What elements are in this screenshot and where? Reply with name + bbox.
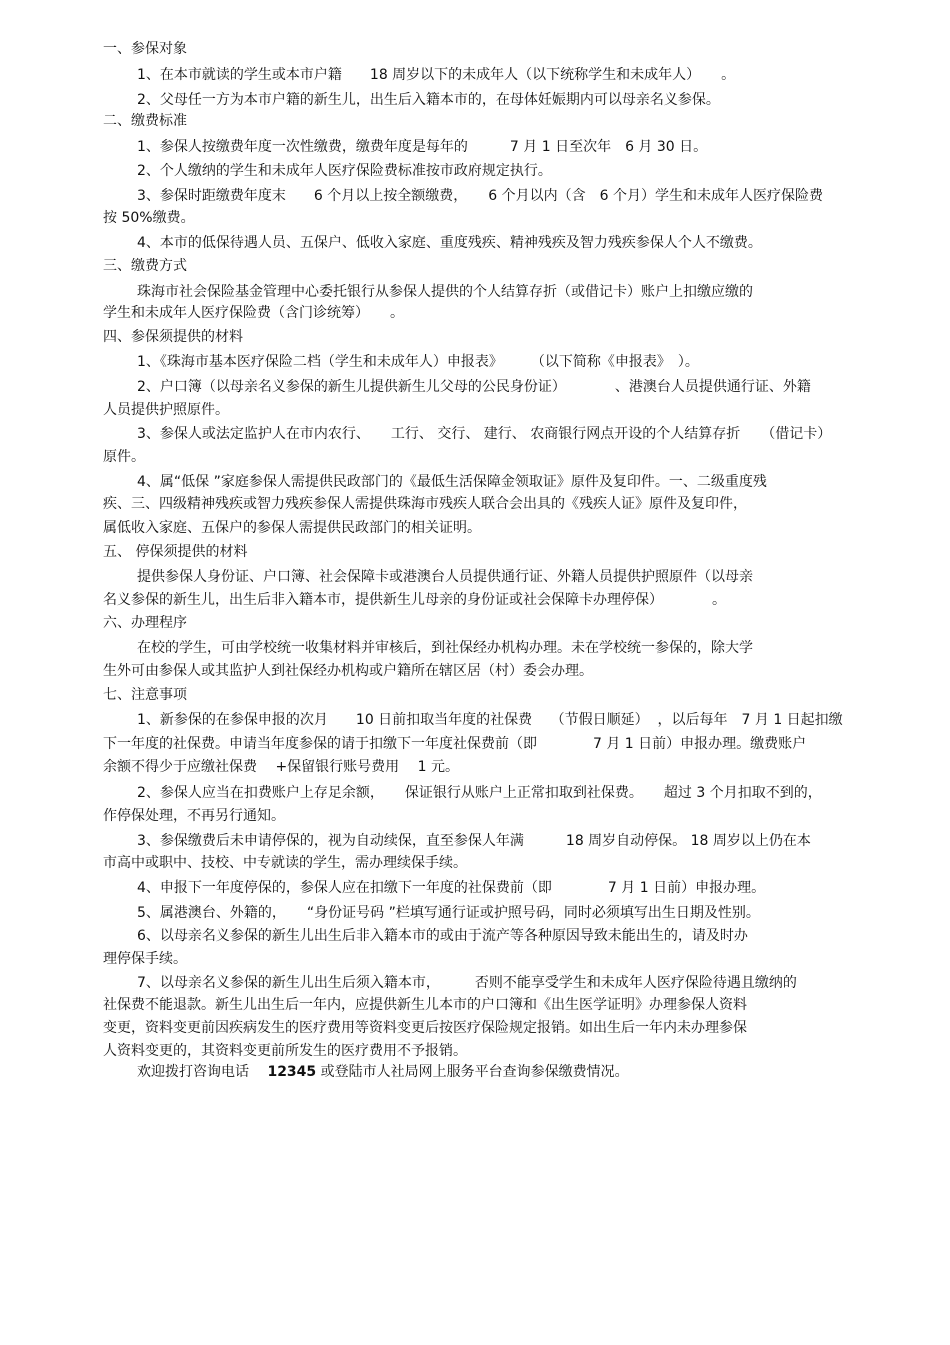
section-4-item-2-cont: 人员提供护照原件。 xyxy=(103,402,229,418)
section-2-title: 二、缴费标准 xyxy=(103,113,187,129)
section-7-item-7-cont-3: 人资料变更的，其资料变更前所发生的医疗费用不予报销。 xyxy=(103,1043,467,1059)
section-3-title: 三、缴费方式 xyxy=(103,258,187,274)
section-6-para-1-cont: 生外可由参保人或其监护人到社保经办机构或户籍所在辖区居（村）委会办理。 xyxy=(103,663,593,679)
section-4-item-4: 4、属“低保 ”家庭参保人需提供民政部门的《最低生活保障金领取证》原件及复印件。一、二级重度残 xyxy=(137,474,767,490)
section-4-title: 四、参保须提供的材料 xyxy=(103,329,243,345)
section-2-item-3: 3、参保时距缴费年度末 6 个月以上按全额缴费， 6 个月以内（含 6 个月）学生和未成年人医疗保险费 xyxy=(137,188,823,204)
section-7-item-6-cont: 理停保手续。 xyxy=(103,951,187,967)
section-2-item-2: 2、个人缴纳的学生和未成年人医疗保险费标准按市政府规定执行。 xyxy=(137,163,552,179)
section-2-item-4: 4、本市的低保待遇人员、五保户、低收入家庭、重度残疾、精神残疾及智力残疾参保人个人不缴费。 xyxy=(137,235,762,251)
section-7-item-1: 1、新参保的在参保申报的次月 10 日前扣取当年度的社保费 （节假日顺延） ，以后每年 7 月 1 日起扣缴 xyxy=(137,712,843,728)
section-6-title: 六、办理程序 xyxy=(103,615,187,631)
section-3-para-1-cont: 学生和未成年人医疗保险费（含门诊统筹） 。 xyxy=(103,305,404,321)
section-7-item-3: 3、参保缴费后未申请停保的，视为自动续保，直至参保人年满 18 周岁自动停保。 18 周岁以上仍在本 xyxy=(137,833,811,849)
section-4-item-4-cont-1: 疾、三、四级精神残疾或智力残疾参保人需提供珠海市残疾人联合会出具的《残疾人证》原件及复印件， xyxy=(103,496,747,512)
section-2-item-1: 1、参保人按缴费年度一次性缴费，缴费年度是每年的 7 月 1 日至次年 6 月 30 日。 xyxy=(137,139,708,155)
section-4-item-4-cont-2: 属低收入家庭、五保户的参保人需提供民政部门的相关证明。 xyxy=(103,520,481,536)
section-7-item-1-cont-1: 下一年度的社保费。申请当年度参保的请于扣缴下一年度社保费前（即 7 月 1 日前）申报办理。缴费账户 xyxy=(103,736,807,752)
section-4-item-2: 2、户口簿（以母亲名义参保的新生儿提供新生儿父母的公民身份证） 、港澳台人员提供通行证、外籍 xyxy=(137,379,811,395)
section-7-item-7-cont-2: 变更，资料变更前因疾病发生的医疗费用等资料变更后按医疗保险规定报销。如出生后一年内未办理参保 xyxy=(103,1020,747,1036)
section-7-item-2: 2、参保人应当在扣费账户上存足余额， 保证银行从账户上正常扣取到社保费。 超过 3 个月扣取不到的， xyxy=(137,785,822,801)
section-4-item-3: 3、参保人或法定监护人在市内农行、 工行、 交行、 建行、 农商银行网点开设的个人结算存折 （借记卡） xyxy=(137,426,832,442)
section-1-title: 一、参保对象 xyxy=(103,41,187,57)
contact-prefix: 欢迎拨打咨询电话 xyxy=(137,1064,268,1080)
section-7-item-7: 7、以母亲名义参保的新生儿出生后须入籍本市， 否则不能享受学生和未成年人医疗保险待遇且缴纳的 xyxy=(137,975,797,991)
section-1-item-1: 1、在本市就读的学生或本市户籍 18 周岁以下的未成年人（以下统称学生和未成年人） 。 xyxy=(137,67,736,83)
section-7-item-3-cont: 市高中或职中、技校、中专就读的学生，需办理续保手续。 xyxy=(103,855,467,871)
section-4-item-1: 1、《珠海市基本医疗保险二档（学生和未成年人）申报表》 （以下简称《申报表》 ）。 xyxy=(137,354,699,370)
section-6-para-1: 在校的学生，可由学校统一收集材料并审核后，到社保经办机构办理。未在学校统一参保的，除大学 xyxy=(137,640,753,656)
section-3-para-1: 珠海市社会保险基金管理中心委托银行从参保人提供的个人结算存折（或借记卡）账户上扣缴应缴的 xyxy=(137,284,753,300)
section-5-para-1: 提供参保人身份证、户口簿、社会保障卡或港澳台人员提供通行证、外籍人员提供护照原件（以母亲 xyxy=(137,569,753,585)
section-4-item-3-cont: 原件。 xyxy=(103,449,145,465)
section-2-item-3-cont: 按 50%缴费。 xyxy=(103,210,195,226)
section-5-title: 五、 停保须提供的材料 xyxy=(103,544,248,560)
hotline-number: 12345 xyxy=(267,1064,317,1080)
section-7-item-1-cont-2: 余额不得少于应缴社保费 +保留银行账号费用 1 元。 xyxy=(103,759,459,775)
section-7-item-2-cont: 作停保处理，不再另行通知。 xyxy=(103,808,285,824)
section-7-item-5: 5、属港澳台、外籍的， “身份证号码 ”栏填写通行证或护照号码，同时必须填写出生日期及性别。 xyxy=(137,905,760,921)
section-7-item-7-cont-1: 社保费不能退款。新生儿出生后一年内，应提供新生儿本市的户口簿和《出生医学证明》办理参保人资料 xyxy=(103,997,747,1013)
section-7-item-6: 6、以母亲名义参保的新生儿出生后非入籍本市的或由于流产等各种原因导致未能出生的，请及时办 xyxy=(137,928,748,944)
section-7-item-4: 4、申报下一年度停保的，参保人应在扣缴下一年度的社保费前（即 7 月 1 日前）申报办理。 xyxy=(137,880,766,896)
section-7-title: 七、注意事项 xyxy=(103,687,187,703)
section-1-item-2: 2、父母任一方为本市户籍的新生儿，出生后入籍本市的，在母体妊娠期内可以母亲名义参保。 xyxy=(137,92,720,108)
contact-line xyxy=(137,1062,629,1082)
section-5-para-1-cont: 名义参保的新生儿，出生后非入籍本市，提供新生儿母亲的身份证或社会保障卡办理停保） 。 xyxy=(103,592,726,608)
contact-suffix: 或登陆市人社局网上服务平台查询参保缴费情况。 xyxy=(316,1064,629,1080)
